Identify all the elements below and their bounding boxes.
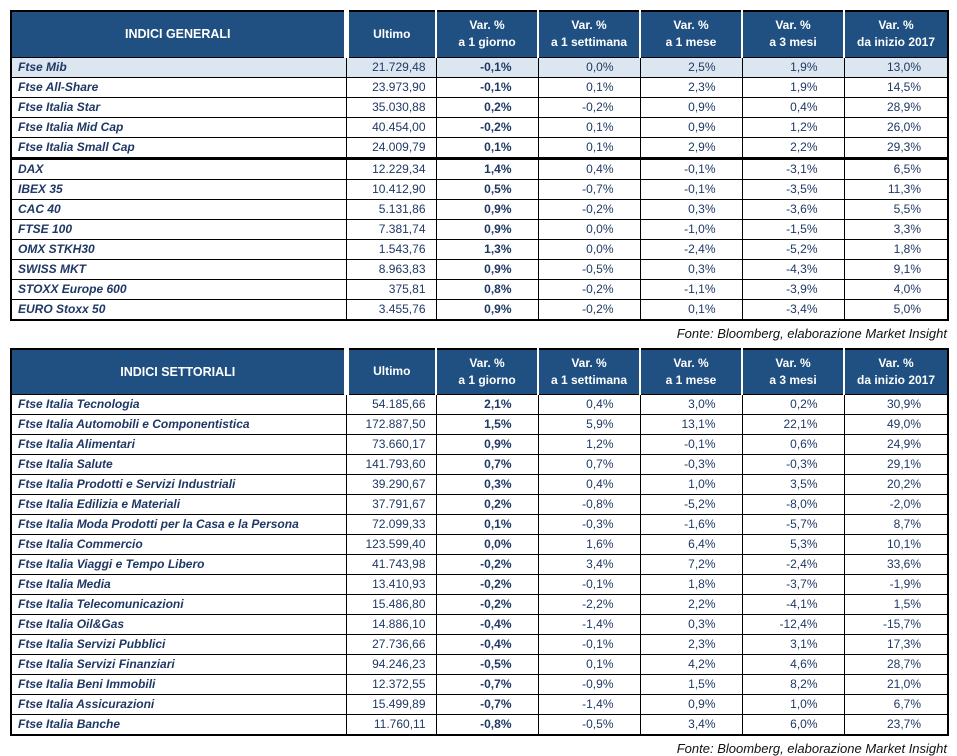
table-row: [11, 715, 948, 736]
index-name-cell: Ftse Italia Edilizia e Materiali: [11, 495, 346, 515]
var-percent-cell: 0,1%: [640, 299, 742, 320]
var-percent-cell: 0,1%: [538, 655, 640, 675]
table-row: [11, 695, 948, 715]
var-percent-cell: 1,5%: [844, 595, 948, 615]
var-percent-cell: 21,0%: [844, 675, 948, 695]
indici-generali-table: [10, 10, 949, 321]
ultimo-value-cell: 12.229,34: [346, 158, 436, 179]
var-percent-cell: -0,8%: [538, 495, 640, 515]
ultimo-value-cell: 24.009,79: [346, 137, 436, 158]
var-percent-cell: -0,1%: [436, 57, 538, 77]
table-row: [11, 137, 948, 158]
ultimo-value-cell: 1.543,76: [346, 239, 436, 259]
var-percent-cell: -2,0%: [844, 495, 948, 515]
ultimo-value-cell: 11.760,11: [346, 715, 436, 736]
var-percent-cell: 1,5%: [640, 675, 742, 695]
var-percent-cell: 1,8%: [844, 239, 948, 259]
var-percent-cell: 1,4%: [436, 158, 538, 179]
table-row: [11, 435, 948, 455]
ultimo-value-cell: 13.410,93: [346, 575, 436, 595]
column-header-line1: Var. %: [775, 355, 811, 370]
column-header-line1: Ultimo: [373, 364, 411, 379]
var-percent-cell: 3,0%: [640, 395, 742, 415]
source-note: Fonte: Bloomberg, elaborazione Market Insight: [676, 325, 947, 341]
var-percent-cell: -0,5%: [538, 715, 640, 736]
table-row: [11, 57, 948, 77]
var-percent-cell: 0,4%: [742, 97, 844, 117]
index-name-cell: Ftse Italia Beni Immobili: [11, 675, 346, 695]
var-percent-cell: -0,8%: [436, 715, 538, 736]
var-percent-cell: -3,9%: [742, 279, 844, 299]
var-percent-cell: -0,1%: [538, 635, 640, 655]
column-header-line1: Var. %: [571, 18, 607, 33]
ultimo-value-cell: 94.246,23: [346, 655, 436, 675]
column-header-line1: Var. %: [775, 18, 811, 33]
ultimo-value-cell: 141.793,60: [346, 455, 436, 475]
indici-settoriali-section: [10, 348, 947, 756]
var-percent-cell: 17,3%: [844, 635, 948, 655]
table-row: [11, 117, 948, 137]
var-percent-cell: 30,9%: [844, 395, 948, 415]
var-percent-cell: -2,4%: [742, 555, 844, 575]
var-percent-cell: 0,5%: [436, 179, 538, 199]
column-header-line2: a 3 mesi: [769, 372, 817, 387]
var-percent-cell: 8,2%: [742, 675, 844, 695]
var-percent-cell: 0,9%: [640, 695, 742, 715]
table-row: [11, 575, 948, 595]
var-percent-cell: 5,9%: [538, 415, 640, 435]
index-name-cell: Ftse Italia Prodotti e Servizi Industriali: [11, 475, 346, 495]
var-percent-cell: 23,7%: [844, 715, 948, 736]
table-body: [11, 57, 948, 320]
ultimo-value-cell: 41.743,98: [346, 555, 436, 575]
var-percent-cell: 5,5%: [844, 199, 948, 219]
var-percent-cell: 1,3%: [436, 239, 538, 259]
column-header: [844, 11, 948, 57]
index-name-cell: Ftse Italia Oil&Gas: [11, 615, 346, 635]
column-header-line1: Var. %: [673, 355, 709, 370]
var-percent-cell: 0,9%: [640, 117, 742, 137]
table-row: [11, 535, 948, 555]
var-percent-cell: 0,9%: [436, 199, 538, 219]
ultimo-value-cell: 3.455,76: [346, 299, 436, 320]
table-title: INDICI GENERALI: [11, 11, 346, 57]
table-row: [11, 77, 948, 97]
index-name-cell: STOXX Europe 600: [11, 279, 346, 299]
var-percent-cell: -0,2%: [538, 97, 640, 117]
var-percent-cell: -0,3%: [538, 515, 640, 535]
indici-settoriali-table: [10, 348, 949, 737]
index-name-cell: Ftse Italia Moda Prodotti per la Casa e la Persona: [11, 515, 346, 535]
ultimo-value-cell: 7.381,74: [346, 219, 436, 239]
column-header-line1: Var. %: [571, 355, 607, 370]
column-header: [436, 11, 538, 57]
var-percent-cell: 0,9%: [436, 299, 538, 320]
var-percent-cell: 33,6%: [844, 555, 948, 575]
var-percent-cell: 6,7%: [844, 695, 948, 715]
var-percent-cell: 49,0%: [844, 415, 948, 435]
index-name-cell: SWISS MKT: [11, 259, 346, 279]
var-percent-cell: -0,2%: [436, 595, 538, 615]
table-row: [11, 415, 948, 435]
var-percent-cell: -4,1%: [742, 595, 844, 615]
column-header: [538, 349, 640, 395]
var-percent-cell: 2,3%: [640, 635, 742, 655]
var-percent-cell: 3,1%: [742, 635, 844, 655]
column-header: [640, 349, 742, 395]
table-row: [11, 279, 948, 299]
var-percent-cell: -0,3%: [640, 455, 742, 475]
var-percent-cell: 0,0%: [538, 57, 640, 77]
index-name-cell: Ftse Italia Salute: [11, 455, 346, 475]
ultimo-value-cell: 39.290,67: [346, 475, 436, 495]
indici-generali-section: [10, 10, 947, 341]
var-percent-cell: -8,0%: [742, 495, 844, 515]
var-percent-cell: 0,3%: [640, 615, 742, 635]
var-percent-cell: -0,2%: [436, 555, 538, 575]
table-row: [11, 199, 948, 219]
ultimo-value-cell: 375,81: [346, 279, 436, 299]
var-percent-cell: 24,9%: [844, 435, 948, 455]
var-percent-cell: -0,9%: [538, 675, 640, 695]
column-header-line2: a 1 giorno: [458, 372, 516, 387]
column-header-line1: Var. %: [878, 355, 914, 370]
column-header-line2: a 1 mese: [665, 372, 717, 387]
var-percent-cell: 8,7%: [844, 515, 948, 535]
var-percent-cell: 0,2%: [436, 97, 538, 117]
var-percent-cell: 7,2%: [640, 555, 742, 575]
var-percent-cell: 0,1%: [538, 77, 640, 97]
table-row: [11, 635, 948, 655]
table-row: [11, 259, 948, 279]
var-percent-cell: 3,4%: [538, 555, 640, 575]
column-header: [640, 11, 742, 57]
var-percent-cell: -2,2%: [538, 595, 640, 615]
var-percent-cell: 1,0%: [742, 695, 844, 715]
var-percent-cell: 0,3%: [436, 475, 538, 495]
var-percent-cell: 22,1%: [742, 415, 844, 435]
var-percent-cell: -0,3%: [742, 455, 844, 475]
var-percent-cell: 2,2%: [742, 137, 844, 158]
var-percent-cell: 11,3%: [844, 179, 948, 199]
column-header: [742, 11, 844, 57]
index-name-cell: Ftse Italia Banche: [11, 715, 346, 736]
var-percent-cell: 0,9%: [640, 97, 742, 117]
ultimo-value-cell: 15.486,80: [346, 595, 436, 615]
index-name-cell: OMX STKH30: [11, 239, 346, 259]
var-percent-cell: -0,2%: [538, 199, 640, 219]
column-header-line2: da inizio 2017: [856, 372, 936, 387]
var-percent-cell: -0,2%: [538, 279, 640, 299]
var-percent-cell: -1,6%: [640, 515, 742, 535]
ultimo-value-cell: 5.131,86: [346, 199, 436, 219]
index-name-cell: Ftse Italia Media: [11, 575, 346, 595]
source-note: Fonte: Bloomberg, elaborazione Market Insight: [676, 741, 947, 756]
ultimo-value-cell: 27.736,66: [346, 635, 436, 655]
var-percent-cell: -15,7%: [844, 615, 948, 635]
ultimo-value-cell: 21.729,48: [346, 57, 436, 77]
ultimo-value-cell: 10.412,90: [346, 179, 436, 199]
ultimo-value-cell: 54.185,66: [346, 395, 436, 415]
var-percent-cell: 6,5%: [844, 158, 948, 179]
table-row: [11, 158, 948, 179]
var-percent-cell: 0,0%: [538, 219, 640, 239]
var-percent-cell: 2,2%: [640, 595, 742, 615]
var-percent-cell: -0,1%: [436, 77, 538, 97]
header-row: [11, 11, 948, 57]
ultimo-value-cell: 73.660,17: [346, 435, 436, 455]
column-header: [346, 349, 436, 395]
var-percent-cell: 4,6%: [742, 655, 844, 675]
ultimo-value-cell: 15.499,89: [346, 695, 436, 715]
var-percent-cell: 2,9%: [640, 137, 742, 158]
var-percent-cell: -5,2%: [742, 239, 844, 259]
var-percent-cell: 10,1%: [844, 535, 948, 555]
var-percent-cell: 1,5%: [436, 415, 538, 435]
var-percent-cell: 0,6%: [742, 435, 844, 455]
var-percent-cell: 1,8%: [640, 575, 742, 595]
var-percent-cell: -1,4%: [538, 615, 640, 635]
var-percent-cell: 1,9%: [742, 57, 844, 77]
var-percent-cell: -0,1%: [640, 158, 742, 179]
table-header: [11, 11, 948, 57]
table-row: [11, 455, 948, 475]
table-row: [11, 475, 948, 495]
var-percent-cell: 26,0%: [844, 117, 948, 137]
column-header: [844, 349, 948, 395]
index-name-cell: Ftse Italia Star: [11, 97, 346, 117]
var-percent-cell: 5,3%: [742, 535, 844, 555]
column-header-line1: Var. %: [469, 355, 505, 370]
ultimo-value-cell: 12.372,55: [346, 675, 436, 695]
var-percent-cell: 6,4%: [640, 535, 742, 555]
table-body: [11, 395, 948, 736]
var-percent-cell: -5,2%: [640, 495, 742, 515]
var-percent-cell: 0,4%: [538, 158, 640, 179]
var-percent-cell: -0,5%: [436, 655, 538, 675]
var-percent-cell: 4,2%: [640, 655, 742, 675]
var-percent-cell: 0,7%: [538, 455, 640, 475]
var-percent-cell: 0,4%: [538, 475, 640, 495]
var-percent-cell: 1,2%: [742, 117, 844, 137]
table-row: [11, 615, 948, 635]
var-percent-cell: 1,9%: [742, 77, 844, 97]
ultimo-value-cell: 8.963,83: [346, 259, 436, 279]
var-percent-cell: 5,0%: [844, 299, 948, 320]
ultimo-value-cell: 40.454,00: [346, 117, 436, 137]
index-name-cell: Ftse Italia Tecnologia: [11, 395, 346, 415]
var-percent-cell: -2,4%: [640, 239, 742, 259]
table-row: [11, 239, 948, 259]
var-percent-cell: 28,7%: [844, 655, 948, 675]
var-percent-cell: 13,0%: [844, 57, 948, 77]
var-percent-cell: -4,3%: [742, 259, 844, 279]
column-header-line1: Var. %: [878, 18, 914, 33]
index-name-cell: Ftse Italia Telecomunicazioni: [11, 595, 346, 615]
var-percent-cell: -0,7%: [436, 675, 538, 695]
var-percent-cell: 29,1%: [844, 455, 948, 475]
table-row: [11, 97, 948, 117]
column-header-line1: Var. %: [673, 18, 709, 33]
var-percent-cell: -5,7%: [742, 515, 844, 535]
ultimo-value-cell: 72.099,33: [346, 515, 436, 535]
var-percent-cell: 0,1%: [538, 117, 640, 137]
table-row: [11, 655, 948, 675]
var-percent-cell: 0,9%: [436, 219, 538, 239]
var-percent-cell: -3,6%: [742, 199, 844, 219]
ultimo-value-cell: 14.886,10: [346, 615, 436, 635]
index-name-cell: Ftse Italia Mid Cap: [11, 117, 346, 137]
index-name-cell: FTSE 100: [11, 219, 346, 239]
var-percent-cell: 0,1%: [436, 137, 538, 158]
var-percent-cell: 4,0%: [844, 279, 948, 299]
var-percent-cell: 0,3%: [640, 259, 742, 279]
table-header: [11, 349, 948, 395]
var-percent-cell: -0,1%: [640, 179, 742, 199]
var-percent-cell: 0,2%: [742, 395, 844, 415]
var-percent-cell: -0,2%: [538, 299, 640, 320]
var-percent-cell: 3,5%: [742, 475, 844, 495]
var-percent-cell: -1,0%: [640, 219, 742, 239]
var-percent-cell: 0,0%: [436, 535, 538, 555]
table-row: [11, 675, 948, 695]
var-percent-cell: -0,7%: [538, 179, 640, 199]
var-percent-cell: 0,1%: [436, 515, 538, 535]
var-percent-cell: 14,5%: [844, 77, 948, 97]
var-percent-cell: 3,3%: [844, 219, 948, 239]
table-row: [11, 515, 948, 535]
var-percent-cell: -1,5%: [742, 219, 844, 239]
var-percent-cell: -0,4%: [436, 635, 538, 655]
var-percent-cell: -0,1%: [538, 575, 640, 595]
var-percent-cell: 0,8%: [436, 279, 538, 299]
ultimo-value-cell: 123.599,40: [346, 535, 436, 555]
var-percent-cell: -3,1%: [742, 158, 844, 179]
column-header-line2: a 3 mesi: [769, 35, 817, 50]
var-percent-cell: 0,2%: [436, 495, 538, 515]
column-header: [742, 349, 844, 395]
ultimo-value-cell: 172.887,50: [346, 415, 436, 435]
index-name-cell: Ftse Italia Small Cap: [11, 137, 346, 158]
var-percent-cell: 2,1%: [436, 395, 538, 415]
var-percent-cell: -12,4%: [742, 615, 844, 635]
var-percent-cell: 3,4%: [640, 715, 742, 736]
var-percent-cell: -1,1%: [640, 279, 742, 299]
var-percent-cell: 6,0%: [742, 715, 844, 736]
table-row: [11, 395, 948, 415]
var-percent-cell: 9,1%: [844, 259, 948, 279]
column-header-line2: da inizio 2017: [856, 35, 936, 50]
var-percent-cell: 0,4%: [538, 395, 640, 415]
var-percent-cell: 20,2%: [844, 475, 948, 495]
var-percent-cell: 1,6%: [538, 535, 640, 555]
var-percent-cell: 1,0%: [640, 475, 742, 495]
index-name-cell: Ftse Italia Servizi Finanziari: [11, 655, 346, 675]
var-percent-cell: -0,5%: [538, 259, 640, 279]
var-percent-cell: 2,3%: [640, 77, 742, 97]
ultimo-value-cell: 37.791,67: [346, 495, 436, 515]
table-row: [11, 555, 948, 575]
index-name-cell: Ftse Italia Automobili e Componentistica: [11, 415, 346, 435]
var-percent-cell: -3,5%: [742, 179, 844, 199]
var-percent-cell: -3,7%: [742, 575, 844, 595]
var-percent-cell: -1,4%: [538, 695, 640, 715]
index-name-cell: CAC 40: [11, 199, 346, 219]
table-row: [11, 179, 948, 199]
var-percent-cell: 0,9%: [436, 435, 538, 455]
var-percent-cell: 2,5%: [640, 57, 742, 77]
var-percent-cell: -0,4%: [436, 615, 538, 635]
var-percent-cell: 0,9%: [436, 259, 538, 279]
index-name-cell: IBEX 35: [11, 179, 346, 199]
index-name-cell: Ftse Italia Servizi Pubblici: [11, 635, 346, 655]
header-row: [11, 349, 948, 395]
ultimo-value-cell: 35.030,88: [346, 97, 436, 117]
var-percent-cell: 28,9%: [844, 97, 948, 117]
index-name-cell: Ftse Mib: [11, 57, 346, 77]
var-percent-cell: -0,1%: [640, 435, 742, 455]
index-name-cell: EURO Stoxx 50: [11, 299, 346, 320]
var-percent-cell: -3,4%: [742, 299, 844, 320]
var-percent-cell: -0,2%: [436, 117, 538, 137]
column-header-line2: a 1 settimana: [550, 35, 628, 50]
table-title: INDICI SETTORIALI: [11, 349, 346, 395]
table-row: [11, 495, 948, 515]
var-percent-cell: 0,0%: [538, 239, 640, 259]
ultimo-value-cell: 23.973,90: [346, 77, 436, 97]
var-percent-cell: 0,1%: [538, 137, 640, 158]
var-percent-cell: 0,3%: [640, 199, 742, 219]
var-percent-cell: -1,9%: [844, 575, 948, 595]
var-percent-cell: 29,3%: [844, 137, 948, 158]
index-name-cell: Ftse Italia Commercio: [11, 535, 346, 555]
var-percent-cell: -0,2%: [436, 575, 538, 595]
column-header-line2: a 1 giorno: [458, 35, 516, 50]
table-row: [11, 219, 948, 239]
column-header-line2: a 1 mese: [665, 35, 717, 50]
index-name-cell: Ftse Italia Alimentari: [11, 435, 346, 455]
column-header: [346, 11, 436, 57]
column-header-line2: a 1 settimana: [550, 372, 628, 387]
table-row: [11, 299, 948, 320]
var-percent-cell: -0,7%: [436, 695, 538, 715]
index-name-cell: Ftse All-Share: [11, 77, 346, 97]
index-name-cell: DAX: [11, 158, 346, 179]
var-percent-cell: 0,7%: [436, 455, 538, 475]
index-name-cell: Ftse Italia Viaggi e Tempo Libero: [11, 555, 346, 575]
column-header-line1: Ultimo: [373, 26, 411, 41]
index-name-cell: Ftse Italia Assicurazioni: [11, 695, 346, 715]
table-row: [11, 595, 948, 615]
column-header: [436, 349, 538, 395]
column-header-line1: Var. %: [469, 18, 505, 33]
column-header: [538, 11, 640, 57]
var-percent-cell: 1,2%: [538, 435, 640, 455]
var-percent-cell: 13,1%: [640, 415, 742, 435]
